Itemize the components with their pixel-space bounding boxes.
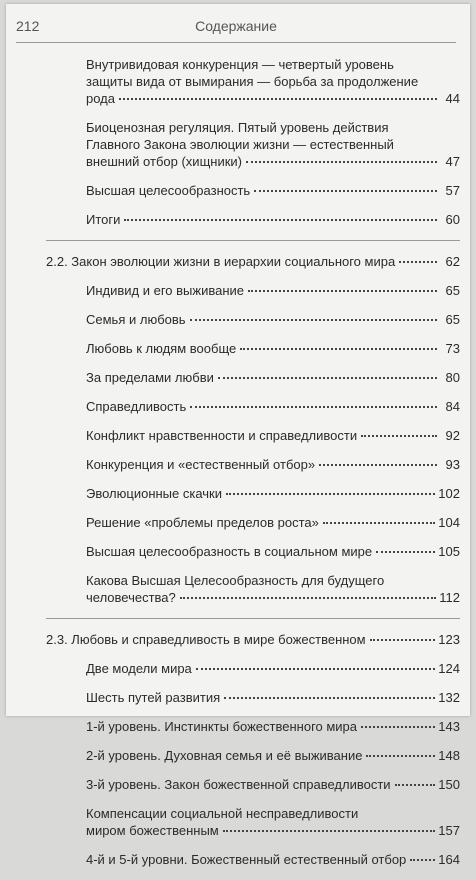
toc-entry-last-line	[86, 369, 470, 386]
toc-entry-title: человечества?	[86, 590, 176, 605]
toc-entry-last-line	[86, 543, 470, 560]
toc-entry-last-line	[86, 311, 470, 328]
toc-entry	[6, 182, 470, 199]
toc-entry-last-line	[86, 514, 470, 531]
dot-leader	[196, 668, 436, 670]
dot-leader	[410, 859, 435, 861]
toc-page-number: 112	[439, 590, 460, 605]
running-title: Содержание	[195, 18, 277, 34]
toc-entry-last-line	[86, 776, 470, 793]
dot-leader	[323, 522, 435, 524]
toc-entry	[6, 718, 470, 735]
book-page	[6, 4, 470, 867]
toc-entry-title: 4-й и 5-й уровни. Божественный естественный отбор	[86, 852, 407, 867]
toc-entry-last-line	[86, 211, 470, 228]
table-of-contents	[6, 56, 470, 880]
toc-entry-title: Итоги	[86, 212, 121, 227]
toc-page-number: 80	[445, 370, 460, 385]
dot-leader	[399, 261, 437, 263]
toc-entry-last-line	[86, 851, 470, 868]
dot-leader	[224, 697, 435, 699]
dot-leader	[218, 377, 437, 379]
toc-entry-last-line	[86, 282, 470, 299]
dot-leader	[361, 726, 435, 728]
toc-entry-last-line	[86, 340, 470, 357]
toc-entry-line: Внутривидовая конкуренция — четвертый уровень	[86, 57, 394, 72]
dot-leader	[254, 190, 437, 192]
toc-entry-last-line	[86, 182, 470, 199]
toc-entry	[6, 398, 470, 415]
toc-page-number: 92	[445, 428, 460, 443]
toc-entry-last-line	[86, 689, 470, 706]
toc-entry-title: Семья и любовь	[86, 312, 186, 327]
toc-entry-last-line	[86, 718, 470, 735]
toc-page-number: 102	[438, 486, 460, 501]
dot-leader	[223, 830, 436, 832]
toc-entry-title: рода	[86, 91, 115, 106]
toc-page-number: 132	[438, 690, 460, 705]
toc-entry	[6, 660, 470, 677]
toc-page-number: 62	[445, 254, 460, 269]
toc-page-number: 105	[438, 544, 460, 559]
toc-entry-last-line	[46, 253, 470, 270]
toc-page-number: 65	[445, 283, 460, 298]
toc-entry	[6, 369, 470, 386]
toc-page-number: 57	[445, 183, 460, 198]
dot-leader	[119, 98, 437, 100]
toc-entry	[6, 514, 470, 531]
page-number: 212	[16, 18, 40, 34]
toc-entry-last-line	[86, 747, 470, 764]
toc-entry-title: Индивид и его выживание	[86, 283, 245, 298]
toc-entry	[6, 427, 470, 444]
toc-entry	[6, 851, 470, 868]
toc-page-number: 84	[445, 399, 460, 414]
toc-entry-line: Главного Закона эволюции жизни — естественный	[86, 137, 394, 152]
section-divider	[46, 618, 460, 619]
dot-leader	[124, 219, 437, 221]
toc-entry	[6, 211, 470, 228]
toc-entry-line: Биоценозная регуляция. Пятый уровень действия	[86, 120, 389, 135]
toc-entry	[6, 340, 470, 357]
toc-page-number: 104	[438, 515, 460, 530]
toc-entry-last-line	[86, 589, 470, 606]
toc-entry	[6, 776, 470, 793]
toc-entry-title: 2.2. Закон эволюции жизни в иерархии социального мира	[46, 254, 396, 269]
toc-entry-last-line	[86, 398, 470, 415]
dot-leader	[180, 597, 436, 599]
toc-entry	[6, 456, 470, 473]
toc-entry-title: Эволюционные скачки	[86, 486, 223, 501]
toc-entry-last-line	[86, 153, 470, 170]
dot-leader	[366, 755, 435, 757]
section-divider	[46, 240, 460, 241]
toc-entry-title: Две модели мира	[86, 661, 192, 676]
toc-page-number: 93	[445, 457, 460, 472]
toc-entry-title: Конфликт нравственности и справедливости	[86, 428, 358, 443]
toc-entry-title: Шесть путей развития	[86, 690, 221, 705]
toc-entry-title: Конкуренция и «естественный отбор»	[86, 457, 316, 472]
toc-entry-last-line	[86, 456, 470, 473]
toc-entry-title: Высшая целесообразность	[86, 183, 251, 198]
dot-leader	[370, 639, 436, 641]
toc-page-number: 150	[438, 777, 460, 792]
toc-entry-title: Решение «проблемы пределов роста»	[86, 515, 319, 530]
toc-entry-last-line	[86, 90, 470, 107]
dot-leader	[226, 493, 435, 495]
toc-entry	[6, 805, 470, 839]
dot-leader	[361, 435, 437, 437]
toc-entry	[6, 56, 470, 107]
toc-page-number: 148	[438, 748, 460, 763]
toc-entry	[6, 485, 470, 502]
toc-page-number: 164	[438, 852, 460, 867]
toc-entry-line: Какова Высшая Целесообразность для будущего	[86, 573, 385, 588]
toc-entry-title: 2.3. Любовь и справедливость в мире божественном	[46, 632, 366, 647]
toc-page-number: 123	[438, 632, 460, 647]
toc-page-number: 124	[438, 661, 460, 676]
dot-leader	[376, 551, 435, 553]
toc-entry	[6, 572, 470, 606]
toc-entry	[6, 543, 470, 560]
toc-entry-last-line	[86, 427, 470, 444]
toc-entry-line: защиты вида от вымирания — борьба за продолжение	[86, 74, 419, 89]
running-header	[16, 18, 456, 36]
toc-page-number: 73	[445, 341, 460, 356]
toc-section-entry	[6, 631, 470, 648]
toc-entry	[6, 747, 470, 764]
toc-entry-last-line	[86, 485, 470, 502]
toc-entry-title: За пределами любви	[86, 370, 214, 385]
toc-page-number: 60	[445, 212, 460, 227]
toc-entry-title: миром божественным	[86, 823, 219, 838]
dot-leader	[190, 319, 437, 321]
toc-entry-last-line	[46, 631, 470, 648]
toc-entry-title: 3-й уровень. Закон божественной справедливости	[86, 777, 391, 792]
toc-page-number: 44	[445, 91, 460, 106]
toc-entry-title: Любовь к людям вообще	[86, 341, 237, 356]
toc-page-number: 157	[438, 823, 460, 838]
dot-leader	[319, 464, 437, 466]
toc-entry	[6, 119, 470, 170]
toc-entry	[6, 282, 470, 299]
toc-page-number: 65	[445, 312, 460, 327]
toc-entry-title: Справедливость	[86, 399, 187, 414]
toc-entry	[6, 689, 470, 706]
toc-entry-title: 1-й уровень. Инстинкты божественного мира	[86, 719, 358, 734]
dot-leader	[395, 784, 436, 786]
header-rule	[16, 42, 456, 43]
toc-entry-title: 2-й уровень. Духовная семья и её выживание	[86, 748, 363, 763]
toc-page-number: 47	[445, 154, 460, 169]
toc-entry-line: Компенсации социальной несправедливости	[86, 806, 359, 821]
toc-section-entry	[6, 253, 470, 270]
dot-leader	[246, 161, 437, 163]
dot-leader	[190, 406, 437, 408]
toc-entry	[6, 311, 470, 328]
dot-leader	[248, 290, 437, 292]
toc-entry-title: Высшая целесообразность в социальном мире	[86, 544, 373, 559]
toc-entry-title: внешний отбор (хищники)	[86, 154, 242, 169]
toc-entry-last-line	[86, 822, 470, 839]
toc-entry-last-line	[86, 660, 470, 677]
toc-page-number: 143	[438, 719, 460, 734]
dot-leader	[240, 348, 437, 350]
